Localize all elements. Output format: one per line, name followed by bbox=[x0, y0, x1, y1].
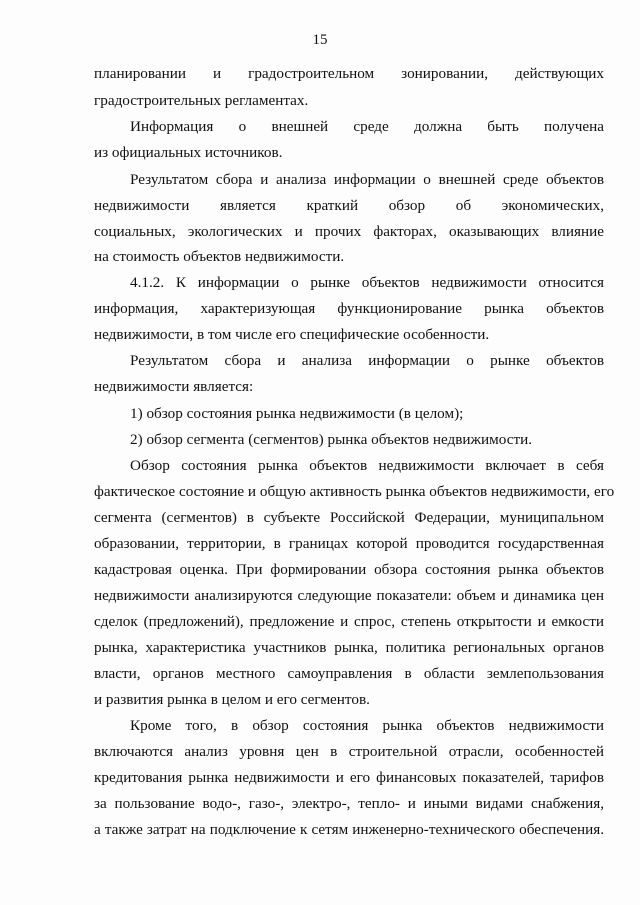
text-line: рынка, характеристика участников рынка, политика региональных органов bbox=[94, 639, 604, 656]
text-line: Кроме того, в обзор состояния рынка объектов недвижимости bbox=[130, 717, 604, 734]
text-line: недвижимости является: bbox=[94, 378, 254, 395]
text-line: власти, органов местного самоуправления в области землепользования bbox=[94, 665, 604, 682]
text-line: Обзор состояния рынка объектов недвижимости включает в себя bbox=[130, 457, 604, 474]
text-line: 4.1.2. К информации о рынке объектов недвижимости относится bbox=[130, 274, 604, 291]
text-line: планировании и градостроительном зонировании, действующих bbox=[94, 65, 604, 82]
text-line: сделок (предложений), предложение и спрос, степень открытости и емкости bbox=[94, 613, 604, 630]
text-line: информация, характеризующая функционирование рынка объектов bbox=[94, 300, 604, 317]
text-line: фактическое состояние и общую активность рынка объектов недвижимости, его bbox=[94, 483, 615, 500]
text-line: недвижимости является краткий обзор об экономических, bbox=[94, 197, 604, 214]
text-line: а также затрат на подключение к сетям инженерно-технического обеспечения. bbox=[94, 821, 604, 838]
text-line: и развития рынка в целом и его сегментов. bbox=[94, 691, 370, 708]
text-line: за пользование водо-, газо-, электро-, тепло- и иными видами снабжения, bbox=[94, 795, 604, 812]
text-line: на стоимость объектов недвижимости. bbox=[94, 248, 345, 265]
text-line: недвижимости анализируются следующие показатели: объем и динамика цен bbox=[94, 587, 604, 604]
page-number: 15 bbox=[312, 32, 328, 48]
text-line: градостроительных регламентах. bbox=[94, 92, 309, 109]
text-line: включаются анализ уровня цен в строительной отрасли, особенностей bbox=[94, 743, 604, 760]
text-line: Результатом сбора и анализа информации о рынке объектов bbox=[130, 352, 604, 369]
text-line: сегмента (сегментов) в субъекте Российской Федерации, муниципальном bbox=[94, 509, 604, 526]
text-line: из официальных источников. bbox=[94, 144, 283, 161]
list-item: 1) обзор состояния рынка недвижимости (в целом); bbox=[130, 405, 464, 422]
text-line: образовании, территории, в границах которой проводится государственная bbox=[94, 535, 604, 552]
text-line: кадастровая оценка. При формировании обзора состояния рынка объектов bbox=[94, 561, 604, 578]
text-line: недвижимости, в том числе его специфические особенности. bbox=[94, 326, 490, 343]
list-item: 2) обзор сегмента (сегментов) рынка объектов недвижимости. bbox=[130, 431, 533, 448]
text-line: Информация о внешней среде должна быть получена bbox=[130, 118, 604, 135]
text-line: Результатом сбора и анализа информации о внешней среде объектов bbox=[130, 171, 604, 188]
text-line: кредитования рынка недвижимости и его финансовых показателей, тарифов bbox=[94, 769, 604, 786]
text-line: социальных, экологических и прочих факторах, оказывающих влияние bbox=[94, 223, 604, 240]
